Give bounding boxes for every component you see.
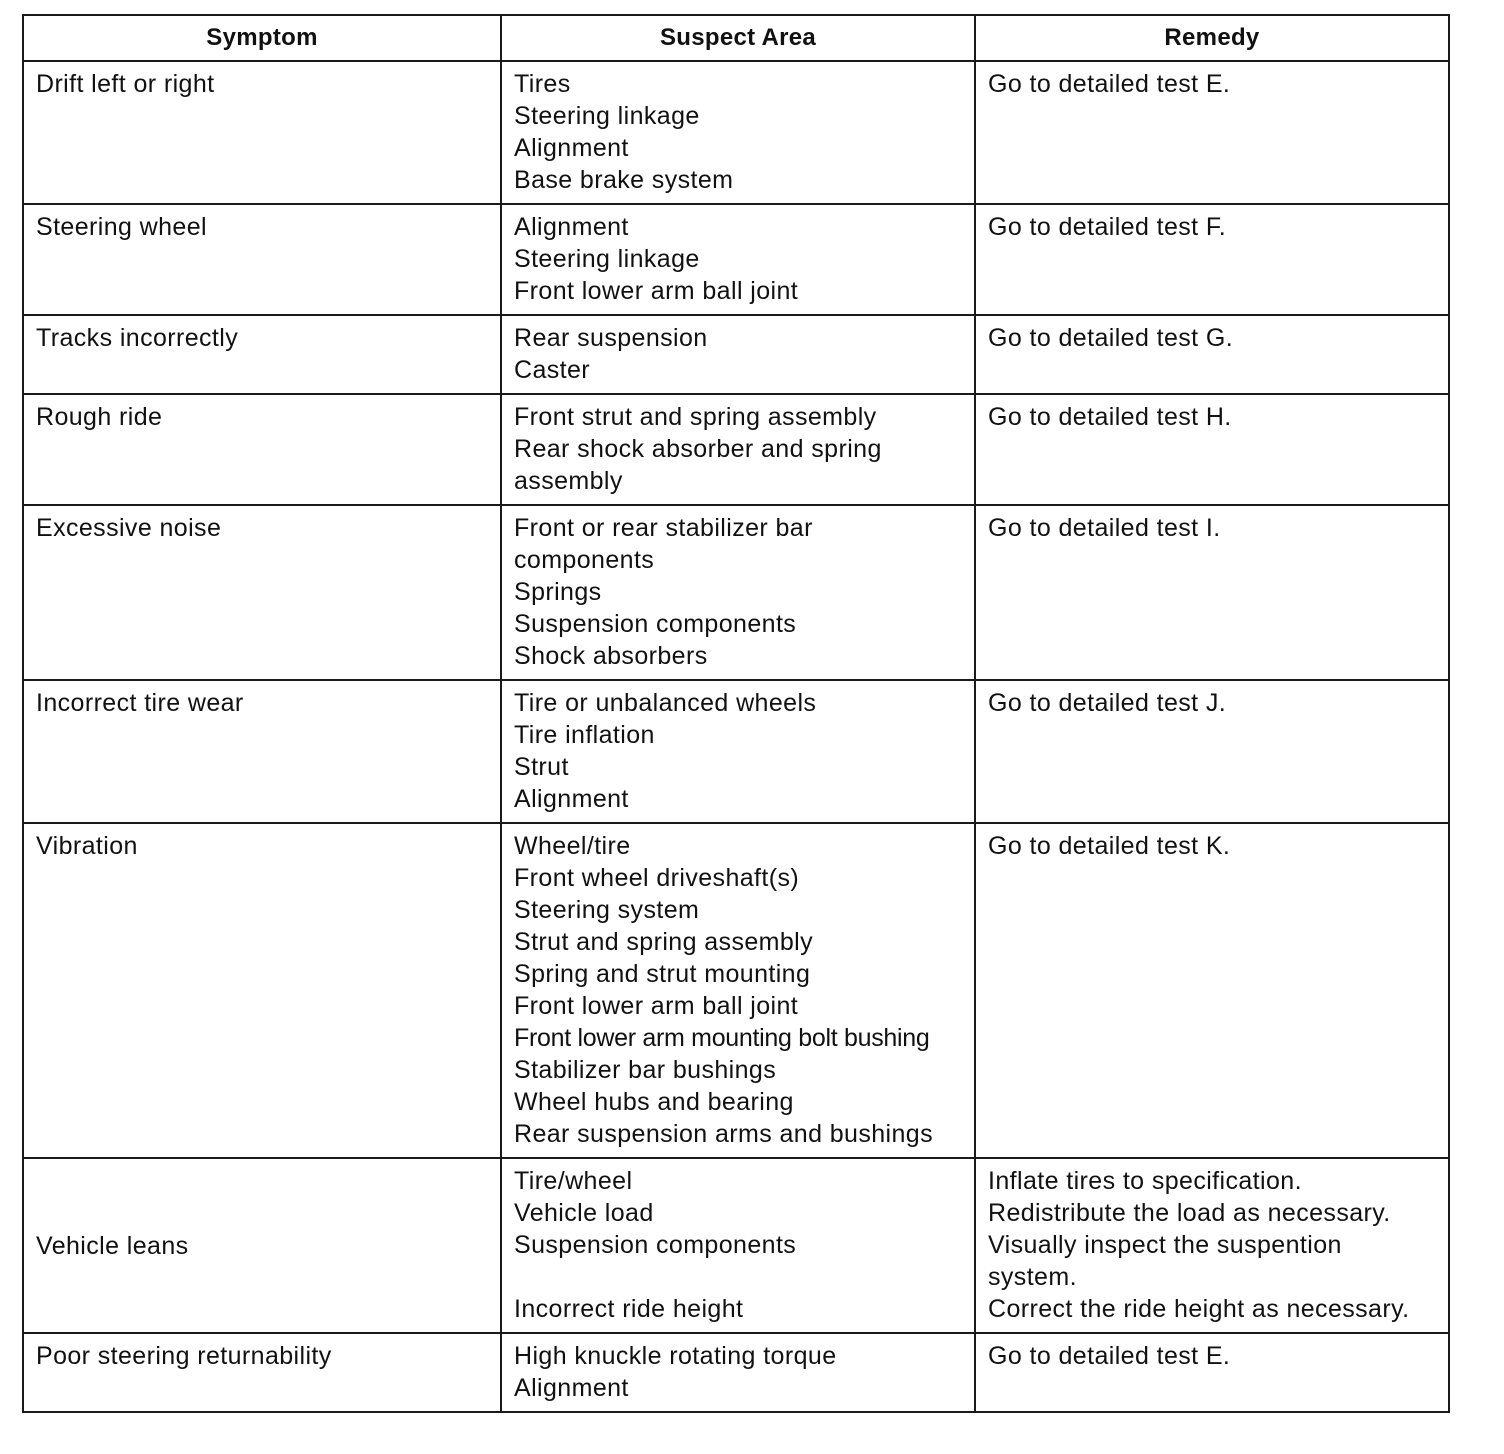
- suspect-item: Steering linkage: [514, 102, 700, 130]
- suspect-item: Steering linkage: [514, 245, 700, 273]
- suspect-cell: [501, 61, 975, 204]
- suspect-item: Wheel hubs and bearing: [514, 1088, 794, 1116]
- symptom-cell: [23, 1333, 501, 1412]
- table-row: [23, 394, 1449, 505]
- suspect-item: Rear suspension: [514, 324, 708, 352]
- suspect-item: Strut and spring assembly: [514, 928, 814, 956]
- symptom-text: Drift left or right: [36, 70, 215, 98]
- remedy-cell: [975, 61, 1449, 204]
- remedy-text: Go to detailed test E.: [988, 1342, 1231, 1370]
- remedy-cell: [975, 204, 1449, 315]
- remedy-text: Redistribute the load as necessary.: [988, 1199, 1391, 1227]
- suspect-item: Spring and strut mounting: [514, 960, 811, 988]
- suspect-item: Tires: [514, 70, 571, 98]
- suspect-item: Tire inflation: [514, 721, 655, 749]
- symptom-text: Vibration: [36, 832, 138, 860]
- suspect-item: Stabilizer bar bushings: [514, 1056, 777, 1084]
- suspect-item: Suspension components: [514, 1231, 797, 1259]
- suspect-item: Rear suspension arms and bushings: [514, 1120, 933, 1148]
- suspect-item: Front wheel driveshaft(s): [514, 864, 800, 892]
- symptom-cell: [23, 394, 501, 505]
- remedy-text: Go to detailed test I.: [988, 514, 1221, 542]
- suspect-item: Front or rear stabilizer bar components: [514, 514, 813, 574]
- symptom-text: Incorrect tire wear: [36, 689, 244, 717]
- suspect-item: Caster: [514, 356, 591, 384]
- suspect-item: Tire or unbalanced wheels: [514, 689, 817, 717]
- diagnosis-table: [22, 14, 1450, 1413]
- suspect-item: Alignment: [514, 785, 629, 813]
- symptom-cell: [23, 61, 501, 204]
- remedy-header: Remedy: [975, 15, 1449, 61]
- symptom-cell: [23, 204, 501, 315]
- table-row: [23, 823, 1449, 1158]
- symptom-text: Poor steering returnability: [36, 1342, 332, 1370]
- remedy-text: Go to detailed test E.: [988, 70, 1231, 98]
- table-row: [23, 1158, 1449, 1333]
- table-row: [23, 204, 1449, 315]
- suspect-item: Front strut and spring assembly: [514, 403, 877, 431]
- suspect-cell: [501, 505, 975, 680]
- remedy-text: Go to detailed test F.: [988, 213, 1227, 241]
- suspect-cell: [501, 204, 975, 315]
- remedy-text: Go to detailed test H.: [988, 403, 1232, 431]
- remedy-cell: [975, 823, 1449, 1158]
- suspect-item: Vehicle load: [514, 1199, 654, 1227]
- suspect-item: Front lower arm mounting bolt bushing: [514, 1024, 930, 1052]
- symptom-cell: [23, 680, 501, 823]
- suspect-item: Strut: [514, 753, 569, 781]
- remedy-cell: [975, 1333, 1449, 1412]
- suspect-cell: [501, 315, 975, 394]
- table-row: [23, 315, 1449, 394]
- suspect-cell: [501, 394, 975, 505]
- suspect-item: Wheel/tire: [514, 832, 631, 860]
- suspect-item: Incorrect ride height: [514, 1295, 744, 1323]
- symptom-text: Tracks incorrectly: [36, 324, 239, 352]
- suspect-item: Steering system: [514, 896, 700, 924]
- symptom-text: Vehicle leans: [36, 1231, 189, 1260]
- symptom-header: Symptom: [23, 15, 501, 61]
- remedy-text: Go to detailed test G.: [988, 324, 1234, 352]
- suspect-item: Front lower arm ball joint: [514, 277, 799, 305]
- suspect-area-header: Suspect Area: [501, 15, 975, 61]
- remedy-text: Correct the ride height as necessary.: [988, 1295, 1410, 1323]
- suspect-item: Tire/wheel: [514, 1167, 633, 1195]
- header-row: [23, 15, 1449, 61]
- suspect-item: Alignment: [514, 1374, 629, 1402]
- remedy-text: Go to detailed test J.: [988, 689, 1227, 717]
- remedy-text: Go to detailed test K.: [988, 832, 1231, 860]
- suspect-item: Rear shock absorber and spring assembly: [514, 435, 882, 495]
- suspect-cell: [501, 1158, 975, 1333]
- remedy-text: Visually inspect the suspention system.: [988, 1231, 1342, 1291]
- remedy-cell: [975, 1158, 1449, 1333]
- symptom-cell: [23, 505, 501, 680]
- symptom-text: Rough ride: [36, 403, 163, 431]
- suspect-cell: [501, 823, 975, 1158]
- suspect-cell: [501, 1333, 975, 1412]
- suspect-item: Alignment: [514, 213, 629, 241]
- table-row: [23, 680, 1449, 823]
- suspect-item: High knuckle rotating torque: [514, 1342, 837, 1370]
- symptom-cell: [23, 1158, 501, 1333]
- remedy-cell: [975, 505, 1449, 680]
- suspect-item: Suspension components: [514, 610, 797, 638]
- spacer: [514, 1261, 962, 1293]
- remedy-cell: [975, 680, 1449, 823]
- symptom-text: Steering wheel: [36, 213, 207, 241]
- symptom-text: Excessive noise: [36, 514, 222, 542]
- suspect-item: Shock absorbers: [514, 642, 708, 670]
- suspect-item: Springs: [514, 578, 602, 606]
- suspect-item: Base brake system: [514, 166, 734, 194]
- suspect-item: Front lower arm ball joint: [514, 992, 799, 1020]
- remedy-cell: [975, 394, 1449, 505]
- table-row: [23, 61, 1449, 204]
- remedy-cell: [975, 315, 1449, 394]
- suspect-item: Alignment: [514, 134, 629, 162]
- table-row: [23, 505, 1449, 680]
- symptom-cell: [23, 823, 501, 1158]
- symptom-cell: [23, 315, 501, 394]
- suspect-cell: [501, 680, 975, 823]
- remedy-text: Inflate tires to specification.: [988, 1167, 1302, 1195]
- table-row: [23, 1333, 1449, 1412]
